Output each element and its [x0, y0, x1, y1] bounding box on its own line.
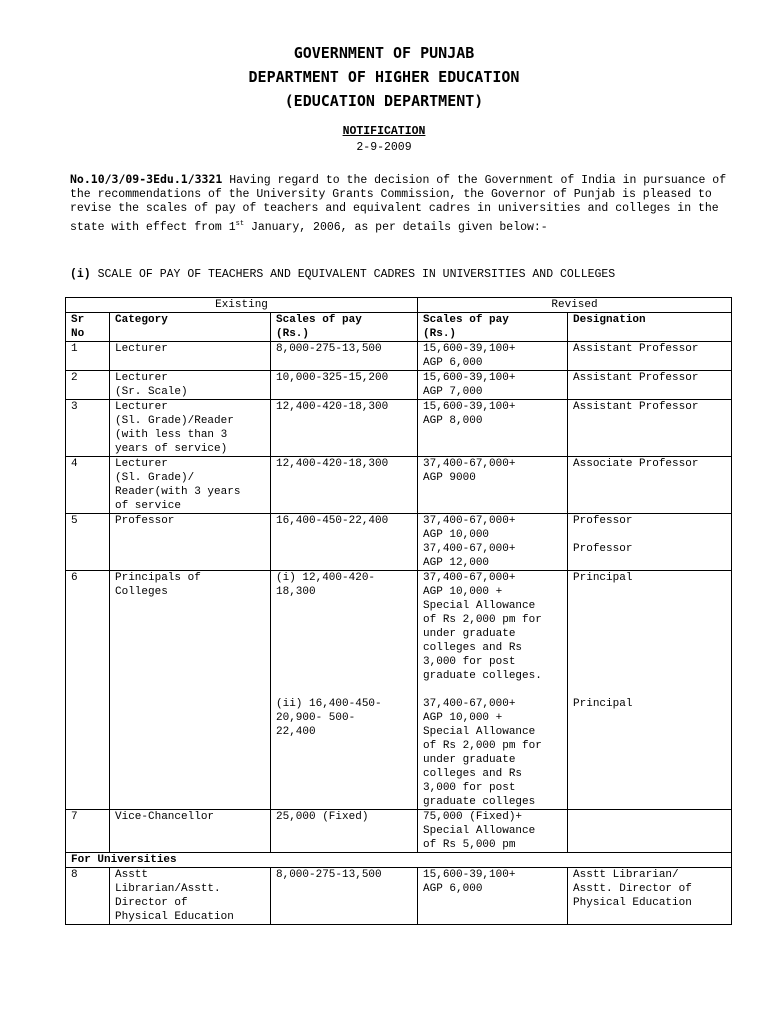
cell-designation: Assistant Professor	[568, 342, 732, 371]
table-row	[66, 810, 732, 853]
group-existing: Existing	[66, 298, 418, 313]
cell-existing: 25,000 (Fixed)	[271, 810, 418, 853]
cell-category: Professor	[110, 514, 271, 571]
cell-revised: 15,600-39,100+ AGP 7,000	[418, 371, 568, 400]
revised-scale-i: 37,400-67,000+ AGP 10,000 + Special Allowance of Rs 2,000 pm for under graduate colleges and Rs 3,000 for post graduate colleges.	[423, 572, 542, 682]
cell-designation: Professor Professor	[568, 514, 732, 571]
cell-sr: 8	[66, 868, 110, 925]
table-row	[66, 400, 732, 457]
cell-category: Lecturer	[110, 342, 271, 371]
cell-existing: 8,000-275-13,500	[271, 342, 418, 371]
cell-category: Principals of Colleges	[110, 571, 271, 810]
subheading-row	[66, 853, 732, 868]
cell-sr: 1	[66, 342, 110, 371]
col-scale-revised: Scales of pay (Rs.)	[418, 313, 568, 342]
cell-category: Lecturer (Sr. Scale)	[110, 371, 271, 400]
table-row	[66, 868, 732, 925]
cell-existing: 12,400-420-18,300	[271, 457, 418, 514]
cell-revised: 15,600-39,100+ AGP 6,000	[418, 868, 568, 925]
cell-designation: Associate Professor	[568, 457, 732, 514]
cell-existing	[271, 571, 418, 810]
cell-designation: Asstt Librarian/ Asstt. Director of Physical Education	[568, 868, 732, 925]
section-heading	[70, 268, 615, 281]
cell-sr: 7	[66, 810, 110, 853]
column-header-row	[66, 313, 732, 342]
group-revised: Revised	[418, 298, 732, 313]
cell-revised: 37,400-67,000+ AGP 9000	[418, 457, 568, 514]
col-category: Category	[110, 313, 271, 342]
revised-scale-ii: 37,400-67,000+ AGP 10,000 + Special Allowance of Rs 2,000 pm for under graduate colleges and Rs 3,000 for post graduate colleges	[423, 698, 542, 808]
cell-sr: 5	[66, 514, 110, 571]
notification-date: 2-9-2009	[356, 141, 412, 154]
cell-designation	[568, 810, 732, 853]
table-row	[66, 371, 732, 400]
cell-existing: 8,000-275-13,500	[271, 868, 418, 925]
col-designation: Designation	[568, 313, 732, 342]
section-title: SCALE OF PAY OF TEACHERS AND EQUIVALENT CADRES IN UNIVERSITIES AND COLLEGES	[90, 268, 616, 281]
cell-revised	[418, 571, 568, 810]
intro-text-end: January, 2006, as per details given below:-	[244, 220, 548, 234]
cell-revised: 75,000 (Fixed)+ Special Allowance of Rs 5,000 pm	[418, 810, 568, 853]
cell-existing: 10,000-325-15,200	[271, 371, 418, 400]
header-education-department: (EDUCATION DEPARTMENT)	[284, 92, 484, 110]
header-government: GOVERNMENT OF PUNJAB	[293, 44, 475, 62]
cell-existing: 12,400-420-18,300	[271, 400, 418, 457]
notification-number: No.10/3/09-3Edu.1/3321	[70, 172, 223, 186]
intro-text: Having regard to the decision of the Government of India in pursuance of the recommendations of the University Grants Commission, the Governor of Punjab is pleased to revise the scales of pay of teachers and equivalent cadres in universities and colleges in the state with effect from 1	[70, 174, 727, 234]
existing-scale-ii: (ii) 16,400-450- 20,900- 500- 22,400	[276, 698, 382, 738]
table-row	[66, 571, 732, 810]
col-sr: Sr No	[66, 313, 110, 342]
cell-revised: 15,600-39,100+ AGP 6,000	[418, 342, 568, 371]
cell-existing: 16,400-450-22,400	[271, 514, 418, 571]
intro-superscript: st	[235, 219, 245, 228]
col-scale-existing: Scales of pay (Rs.)	[271, 313, 418, 342]
header-department: DEPARTMENT OF HIGHER EDUCATION	[248, 68, 520, 86]
group-header-row	[66, 298, 732, 313]
section-number: (i)	[70, 268, 91, 281]
cell-category: Lecturer (Sl. Grade)/Reader (with less than 3 years of service)	[110, 400, 271, 457]
designation-i: Principal	[573, 572, 633, 584]
cell-designation	[568, 571, 732, 810]
cell-category: Asstt Librarian/Asstt. Director of Physical Education	[110, 868, 271, 925]
intro-paragraph	[70, 172, 730, 235]
cell-category: Lecturer (Sl. Grade)/ Reader(with 3 years of service	[110, 457, 271, 514]
cell-category: Vice-Chancellor	[110, 810, 271, 853]
table-row	[66, 457, 732, 514]
cell-revised: 15,600-39,100+ AGP 8,000	[418, 400, 568, 457]
table-row	[66, 514, 732, 571]
cell-sr: 6	[66, 571, 110, 810]
pay-scale-table	[65, 297, 732, 925]
subheading-universities: For Universities	[66, 853, 732, 868]
notification-label: NOTIFICATION	[342, 125, 426, 138]
cell-revised: 37,400-67,000+ AGP 10,000 37,400-67,000+ AGP 12,000	[418, 514, 568, 571]
cell-designation: Assistant Professor	[568, 371, 732, 400]
cell-sr: 3	[66, 400, 110, 457]
cell-designation: Assistant Professor	[568, 400, 732, 457]
designation-ii: Principal	[573, 698, 633, 710]
cell-sr: 4	[66, 457, 110, 514]
table-row	[66, 342, 732, 371]
cell-sr: 2	[66, 371, 110, 400]
existing-scale-i: (i) 12,400-420- 18,300	[276, 572, 376, 598]
